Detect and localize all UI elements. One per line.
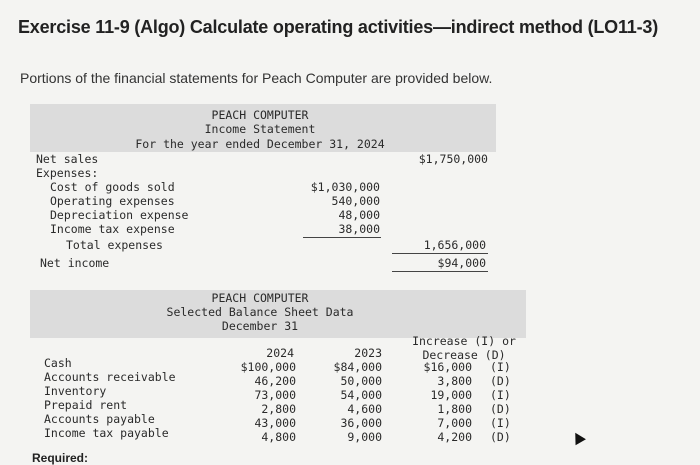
expenses-label: Expenses: (36, 166, 99, 180)
balance-row-2024: 46,200 (254, 374, 296, 388)
total-expenses-label: Total expenses (66, 238, 163, 252)
expense-label: Depreciation expense (50, 208, 189, 222)
balance-row-label: Accounts payable (44, 412, 155, 426)
change-header-line2: Decrease (D) (422, 348, 506, 362)
expenses-underline (303, 237, 381, 238)
balance-row-change: $16,000 (423, 360, 472, 374)
expense-value: 38,000 (338, 222, 380, 236)
balance-row-label: Cash (44, 356, 72, 370)
balance-row-flag: (I) (490, 388, 511, 402)
balance-row-label: Accounts receivable (44, 370, 176, 384)
income-statement-period: For the year ended December 31, 2024 (135, 137, 385, 151)
total-expenses-underline (392, 253, 488, 254)
required-heading: Required: (32, 451, 89, 465)
balance-sheet-date: December 31 (221, 319, 299, 333)
balance-row-flag: (D) (490, 374, 511, 388)
balance-sheet-title: Selected Balance Sheet Data (166, 305, 354, 319)
balance-row-2024: 4,800 (261, 430, 296, 444)
column-header-2023: 2023 (354, 346, 382, 360)
expense-label: Operating expenses (50, 194, 175, 208)
balance-row-2023: $84,000 (333, 360, 382, 374)
mouse-cursor-icon (570, 430, 586, 446)
balance-row-change: 7,000 (437, 416, 472, 430)
net-sales-value: $1,750,000 (418, 152, 488, 166)
expense-value: 540,000 (331, 194, 380, 208)
balance-row-label: Prepaid rent (44, 398, 128, 412)
expense-value: $1,030,000 (310, 180, 380, 194)
change-header-line1: Increase (I) or (412, 334, 516, 348)
balance-row-flag: (D) (490, 402, 511, 416)
net-income-value: $94,000 (437, 256, 486, 270)
balance-row-label: Income tax payable (44, 426, 169, 440)
balance-row-flag: (I) (490, 360, 511, 374)
balance-row-2023: 54,000 (340, 388, 382, 402)
total-expenses-value: 1,656,000 (423, 238, 486, 252)
balance-row-2023: 50,000 (340, 374, 382, 388)
balance-row-2023: 4,600 (347, 402, 382, 416)
net-income-double-underline-top (392, 271, 488, 272)
income-statement-company: PEACH COMPUTER (211, 108, 309, 122)
balance-row-2024: 2,800 (261, 402, 296, 416)
balance-row-change: 3,800 (437, 374, 472, 388)
net-income-label: Net income (40, 256, 110, 270)
balance-row-flag: (I) (490, 416, 511, 430)
balance-row-2024: 73,000 (254, 388, 296, 402)
balance-row-flag: (D) (490, 430, 511, 444)
expense-label: Income tax expense (50, 222, 175, 236)
intro-text: Portions of the financial statements for Peach Computer are provided below. (20, 70, 493, 86)
balance-row-change: 4,200 (437, 430, 472, 444)
page-title: Exercise 11-9 (Algo) Calculate operating activities—indirect method (LO11-3) (18, 17, 658, 37)
balance-row-change: 19,000 (430, 388, 472, 402)
balance-row-label: Inventory (44, 384, 107, 398)
net-sales-label: Net sales (36, 152, 99, 166)
column-header-2024: 2024 (266, 346, 294, 360)
expense-value: 48,000 (338, 208, 380, 222)
balance-row-change: 1,800 (437, 402, 472, 416)
balance-row-2023: 36,000 (340, 416, 382, 430)
balance-sheet-company: PEACH COMPUTER (211, 291, 309, 305)
income-statement-title: Income Statement (204, 122, 316, 136)
expense-label: Cost of goods sold (50, 180, 175, 194)
balance-row-2024: $100,000 (240, 360, 296, 374)
balance-row-2024: 43,000 (254, 416, 296, 430)
balance-row-2023: 9,000 (347, 430, 382, 444)
